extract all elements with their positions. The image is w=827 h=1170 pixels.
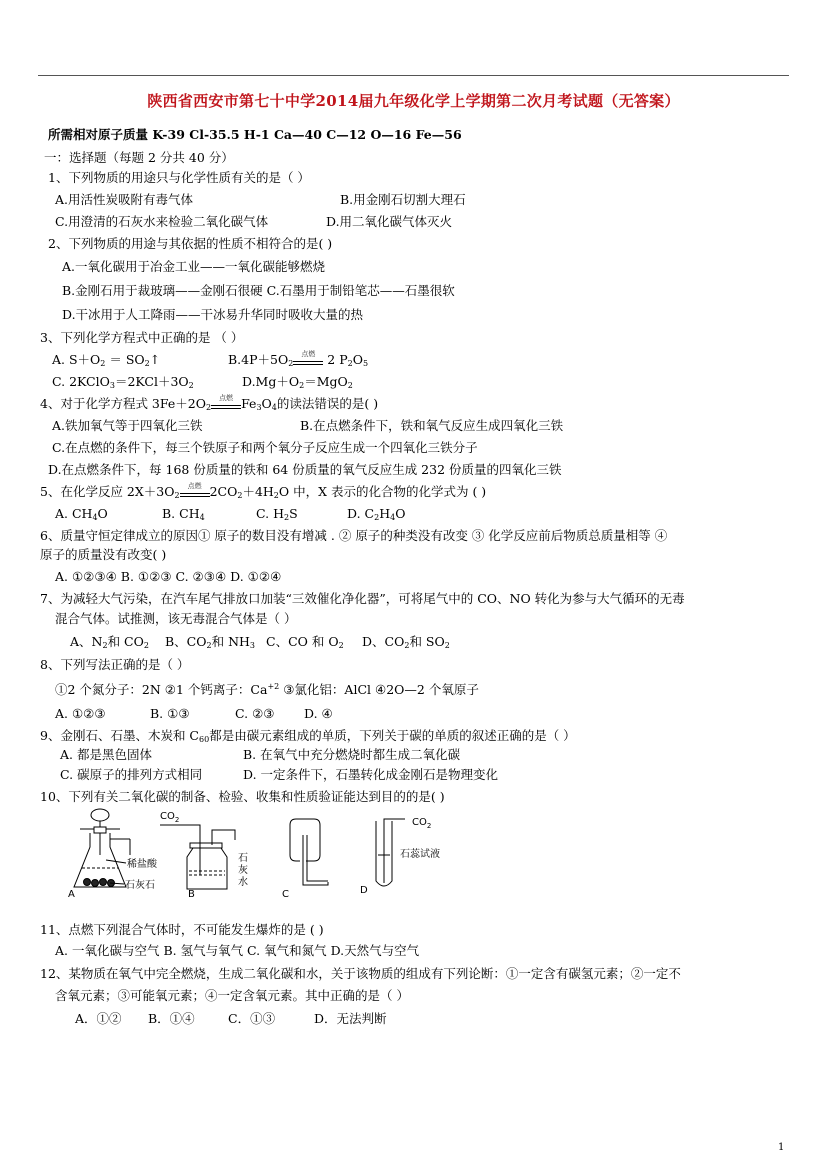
reaction-arrow <box>211 394 241 409</box>
question-12-stem-cont: 含氧元素；③可能氧元素；④一定含氧元素。其中正确的是（ ） <box>55 988 409 1003</box>
q3-option-c <box>52 374 194 390</box>
q12-option-d: D．无法判断 <box>314 1011 387 1026</box>
q5-c-text: C. H <box>256 506 284 521</box>
q5-option-c <box>256 506 298 522</box>
q7-option-c <box>266 634 344 650</box>
q5-option-d <box>347 506 405 522</box>
q3-b-sub: 2 <box>288 359 294 368</box>
question-6-stem-cont: 原子的质量没有改变( ) <box>40 547 167 562</box>
q9-option-b: B. 在氧气中充分燃烧时都生成二氧化碳 <box>243 747 461 762</box>
label-limewater-1: 石 <box>238 853 248 864</box>
q5-text4: O 中，X 表示的化合物的化学式为 ( ) <box>278 484 487 499</box>
label-limestone: 石灰石 <box>125 880 155 891</box>
q5-option-a <box>55 506 108 522</box>
q12-option-c: C．①③ <box>228 1011 276 1026</box>
q3-option-a <box>52 352 160 368</box>
atomic-masses: 所需相对原子质量 K-39 Cl-35.5 H-1 Ca—40 C—12 O—16 Fe—56 <box>48 127 462 142</box>
q9-option-c: C. 碳原子的排列方式相同 <box>60 767 203 782</box>
header-rule <box>38 75 789 76</box>
q9-text: 9、金刚石、石墨、木炭和 C <box>40 728 199 743</box>
q5-d-sub2: 4 <box>390 513 396 522</box>
question-7-stem-cont: 混合气体。试推测，该无毒混合气体是（ ） <box>55 611 297 626</box>
q4-option-c: C.在点燃的条件下，每三个铁原子和两个氧分子反应生成一个四氧化三铁分子 <box>52 440 478 455</box>
q5-d-text3: O <box>395 506 406 521</box>
q7-a-text2: 和 CO <box>107 634 144 649</box>
question-3-stem: 3、下列化学方程式中正确的是 （ ） <box>40 330 244 345</box>
q12-option-a: A．①② <box>75 1011 122 1026</box>
label-litmus: 石蕊试液 <box>400 849 440 860</box>
reaction-condition: 点燃 <box>187 482 202 490</box>
q1-option-b: B.用金刚石切割大理石 <box>340 192 466 207</box>
label-d: D <box>360 885 368 896</box>
q11-options: A. 一氧化碳与空气 B. 氢气与氧气 C. 氧气和氮气 D.天然气与空气 <box>55 943 420 958</box>
question-2-stem: 2、下列物质的用途与其依据的性质不相符合的是( ) <box>48 236 333 251</box>
question-9-stem <box>40 728 576 744</box>
q1-option-d: D.用二氧化碳气体灭火 <box>326 214 453 229</box>
q8-option-b: B. ①③ <box>150 706 190 721</box>
q7-d-sub: 2 <box>404 641 410 650</box>
reaction-arrow <box>180 482 210 497</box>
q7-a-sub2: 2 <box>143 641 149 650</box>
question-5-stem <box>40 484 486 500</box>
q5-b-sub: 4 <box>199 513 205 522</box>
page-number: 1 <box>778 1142 785 1153</box>
label-c: C <box>282 889 289 900</box>
q7-c-sub: 2 <box>338 641 344 650</box>
label-co2-d: $CO_2$ <box>412 817 432 830</box>
reaction-arrow <box>293 350 323 365</box>
question-7-stem: 7、为减轻大气污染，在汽车尾气排放口加装“三效催化净化器”，可将尾气中的 CO、NO 转化为参与大气循环的无毒 <box>40 591 685 606</box>
reaction-condition: 点燃 <box>301 350 316 358</box>
q7-a-text: A、N <box>70 634 103 649</box>
q7-d-text2: 和 SO <box>409 634 445 649</box>
q5-c-sub: 2 <box>283 513 290 522</box>
q5-a-text: A. CH <box>55 506 93 521</box>
q3-c-sub: 3 <box>109 381 115 390</box>
q4-text2: Fe <box>241 396 257 411</box>
q4-text3: O <box>261 396 272 411</box>
label-a: A <box>68 889 75 900</box>
q5-option-b <box>162 506 205 522</box>
q3-b-sub3: 5 <box>362 359 369 368</box>
q8-items-sup: +2 <box>267 682 280 691</box>
q4-sub3: 4 <box>271 403 277 412</box>
q3-a-text2: ＝ SO <box>105 352 145 367</box>
q3-c-sub2: 2 <box>188 381 194 390</box>
page-title: 陕西省西安市第七十中学2014届九年级化学上学期第二次月考试题（无答案） <box>147 92 680 110</box>
q1-option-a: A.用活性炭吸附有毒气体 <box>55 192 194 207</box>
q7-c-text: C、CO 和 O <box>266 634 339 649</box>
question-4-stem <box>40 396 378 412</box>
label-limewater-2: 灰 <box>238 865 248 876</box>
q7-a-sub: 2 <box>102 641 108 650</box>
q3-option-d <box>242 374 353 390</box>
q4-sub2: 3 <box>256 403 262 412</box>
q5-sub2: 2 <box>237 491 243 500</box>
label-dilute-hcl: 稀盐酸 <box>127 859 157 870</box>
q8-items-text: ①2 个氮分子：2N ②1 个钙离子：Ca <box>55 682 268 697</box>
q8-items <box>55 682 479 698</box>
q7-option-d <box>362 634 450 650</box>
q3-d-text: D.Mg＋O <box>242 374 300 389</box>
apparatus-a <box>74 809 130 887</box>
q5-d-text: D. C <box>347 506 375 521</box>
q7-d-text: D、CO <box>362 634 405 649</box>
label-co2-b: $CO_2$ <box>160 811 180 824</box>
question-11-stem: 11、点燃下列混合气体时，不可能发生爆炸的是 ( ) <box>40 922 324 937</box>
q2-option-a: A.一氧化碳用于冶金工业——一氧化碳能够燃烧 <box>62 259 326 274</box>
q3-b-text3: O <box>352 352 363 367</box>
q3-c-text2: ＝2KCl＋3O <box>114 374 189 389</box>
q5-a-text2: O <box>97 506 108 521</box>
q7-b-sub: 2 <box>206 641 212 650</box>
q2-option-bc: B.金刚石用于裁玻璃——金刚石很硬 C.石墨用于制铅笔芯——石墨很软 <box>62 283 455 298</box>
section-heading: 一：选择题（每题 2 分共 40 分） <box>44 150 234 165</box>
apparatus-b <box>160 825 235 889</box>
question-1-stem: 1、下列物质的用途只与化学性质有关的是（ ） <box>48 170 310 185</box>
question-10-stem: 10、下列有关二氧化碳的制备、检验、收集和性质验证能达到目的的是( ) <box>40 789 445 804</box>
q4-text: 4、对于化学方程式 3Fe＋2O <box>40 396 206 411</box>
q8-option-a: A. ①②③ <box>55 706 106 721</box>
q9-option-d: D. 一定条件下，石墨转化成金刚石是物理变化 <box>243 767 499 782</box>
q3-option-b <box>228 352 368 368</box>
q3-a-sub2: 2 <box>144 359 150 368</box>
q7-b-text2: 和 NH <box>211 634 250 649</box>
q1-option-c: C.用澄清的石灰水来检验二氧化碳气体 <box>55 214 269 229</box>
q3-d-sub2: 2 <box>347 381 353 390</box>
apparatus-diagram <box>60 805 480 900</box>
label-limewater-3: 水 <box>238 877 248 888</box>
q4-option-d: D.在点燃条件下，每 168 份质量的铁和 64 份质量的氧气反应生成 232 份质量的四氧化三铁 <box>48 462 562 477</box>
q3-b-sub2: 2 <box>347 359 353 368</box>
q5-d-sub: 2 <box>374 513 380 522</box>
question-6-stem: 6、质量守恒定律成立的原因① 原子的数目没有增减 . ② 原子的种类没有改变 ③ 化学反应前后物质总质量相等 ④ <box>40 528 668 543</box>
q5-text2: 2CO <box>209 484 238 499</box>
q6-options: A. ①②③④ B. ①②③ C. ②③④ D. ①②④ <box>55 569 282 584</box>
gas-up-arrow: ↑ <box>149 352 161 367</box>
q5-text: 5、在化学反应 2X＋3O <box>40 484 175 499</box>
reaction-condition: 点燃 <box>219 394 234 402</box>
q3-d-text2: ＝MgO <box>304 374 348 389</box>
q7-b-sub2: 3 <box>249 641 255 650</box>
q3-c-text: C. 2KClO <box>52 374 110 389</box>
q4-option-b: B.在点燃条件下，铁和氧气反应生成四氧化三铁 <box>300 418 564 433</box>
q7-option-a <box>70 634 149 650</box>
q5-sub: 2 <box>174 491 180 500</box>
q7-d-sub2: 2 <box>444 641 450 650</box>
apparatus-c <box>290 819 328 885</box>
q5-a-sub: 4 <box>92 513 98 522</box>
label-b: B <box>188 889 195 900</box>
q3-b-text2: 2 P <box>323 352 348 367</box>
q4-sub: 2 <box>205 403 212 412</box>
q5-d-text2: H <box>379 506 391 521</box>
q3-a-sub: 2 <box>100 359 106 368</box>
q7-b-text: B、CO <box>165 634 207 649</box>
question-8-stem: 8、下列写法正确的是（ ） <box>40 657 190 672</box>
q3-d-sub: 2 <box>299 381 305 390</box>
q8-items-text2: ③氯化铝：AlCl ④2O—2 个氧原子 <box>279 682 479 697</box>
q12-option-b: B．①④ <box>148 1011 195 1026</box>
q3-b-text: B.4P＋5O <box>228 352 289 367</box>
q5-text3: ＋4H <box>242 484 274 499</box>
q3-a-text: A. S＋O <box>52 352 101 367</box>
q8-option-c: C. ②③ <box>235 706 275 721</box>
q7-option-b <box>165 634 255 650</box>
question-12-stem: 12、某物质在氧气中完全燃烧，生成二氧化碳和水，关于该物质的组成有下列论断：①一定含有碳氢元素；②一定不 <box>40 966 681 981</box>
q5-c-text2: S <box>289 506 298 521</box>
q9-sub: 60 <box>199 735 210 744</box>
q9-option-a: A. 都是黑色固体 <box>60 747 152 762</box>
q2-option-d: D.干冰用于人工降雨——干冰易升华同时吸收大量的热 <box>62 307 364 322</box>
q4-option-a: A.铁加氧气等于四氧化三铁 <box>52 418 203 433</box>
q8-option-d: D. ④ <box>304 706 333 721</box>
q4-text4: 的读法错误的是( ) <box>276 396 379 411</box>
q9-text2: 都是由碳元素组成的单质，下列关于碳的单质的叙述正确的是（ ） <box>209 728 576 743</box>
q5-b-text: B. CH <box>162 506 200 521</box>
q5-sub3: 2 <box>273 491 279 500</box>
